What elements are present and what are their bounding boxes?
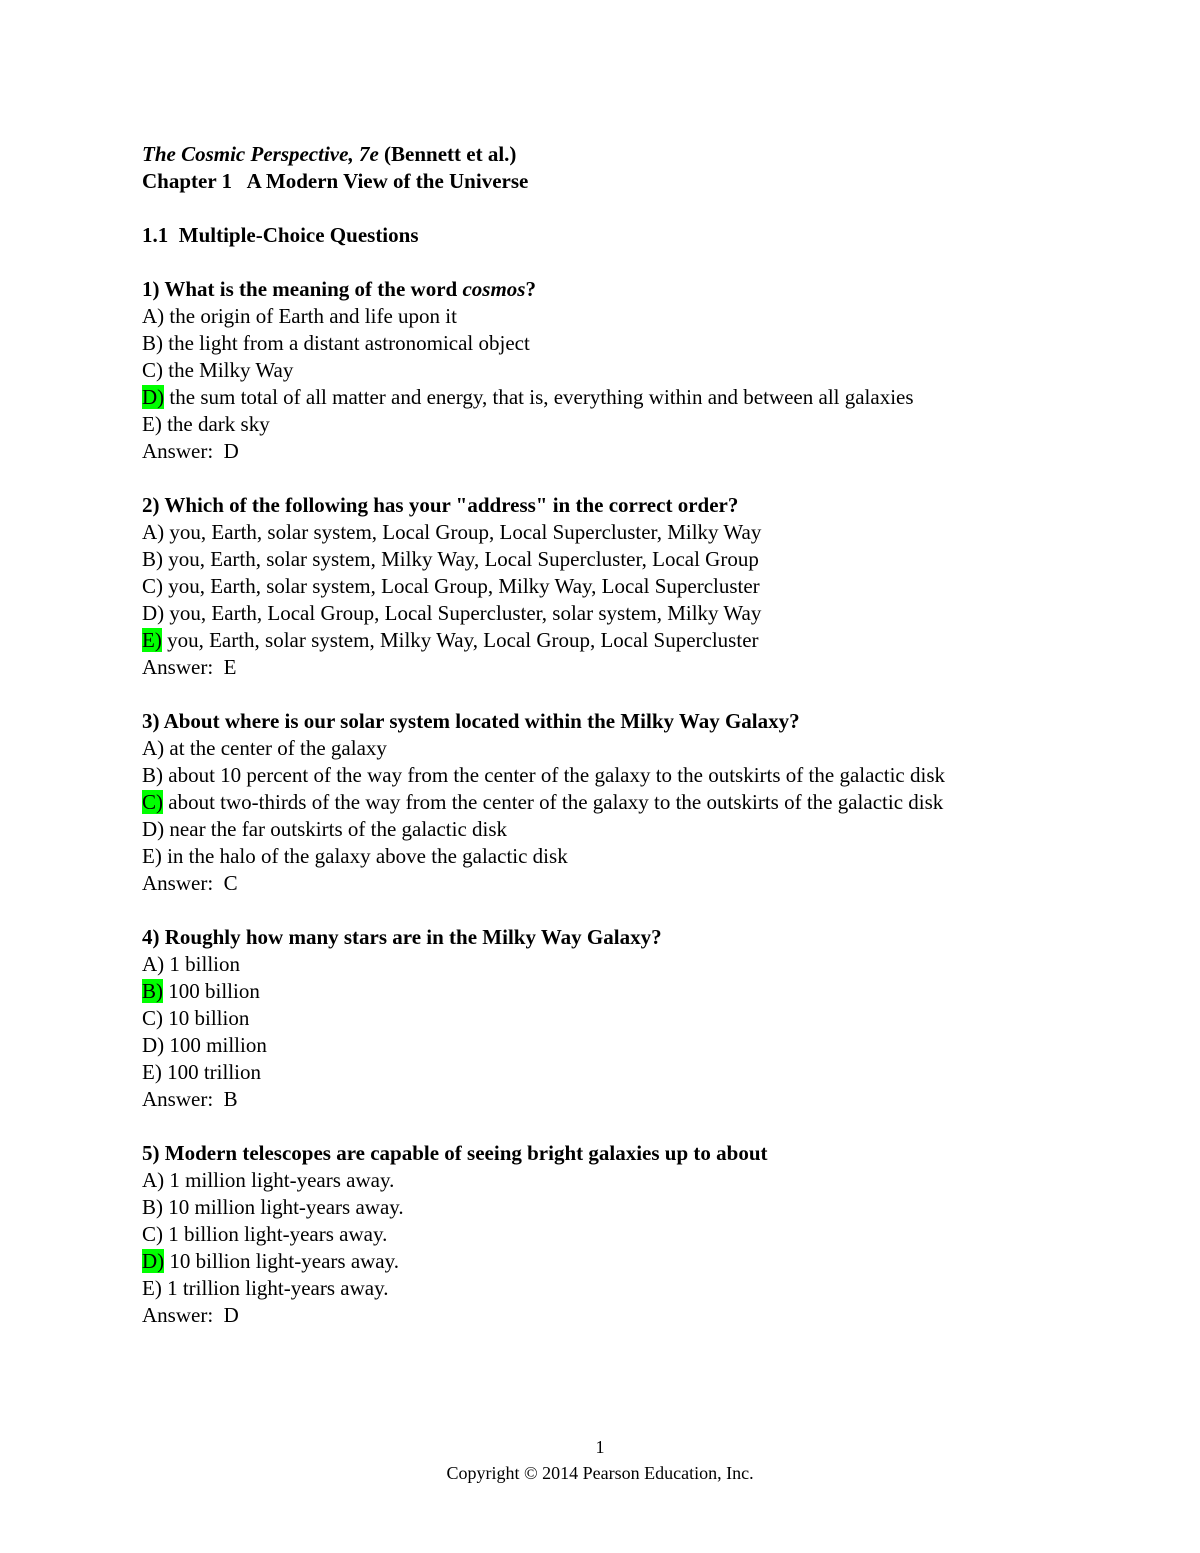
option-text: you, Earth, solar system, Milky Way, Local Supercluster, Local Group xyxy=(163,547,759,571)
option-text: about two-thirds of the way from the center of the galaxy to the outskirts of the galactic disk xyxy=(163,790,944,814)
option-text: about 10 percent of the way from the center of the galaxy to the outskirts of the galactic disk xyxy=(163,763,945,787)
option-letter: A) xyxy=(142,1168,165,1192)
question-text: About where is our solar system located within the Milky Way Galaxy? xyxy=(159,709,800,733)
spacer xyxy=(142,195,1092,222)
option-letter: A) xyxy=(142,304,165,328)
option-text: in the halo of the galaxy above the galactic disk xyxy=(161,844,568,868)
spacer xyxy=(142,465,1092,492)
correct-option-letter: B) xyxy=(142,979,163,1003)
option-letter: C) xyxy=(142,1006,163,1030)
question-number: 4) xyxy=(142,925,160,949)
option-letter: D) xyxy=(142,817,165,841)
answer-option xyxy=(142,762,1092,789)
answer-option xyxy=(142,627,1092,654)
option-letter: B) xyxy=(142,331,163,355)
option-text: 1 trillion light-years away. xyxy=(161,1276,389,1300)
option-letter: B) xyxy=(142,547,163,571)
option-text: you, Earth, Local Group, Local Supercluster, solar system, Milky Way xyxy=(164,601,762,625)
question-block xyxy=(142,276,1092,492)
answer-key: Answer: E xyxy=(142,655,237,679)
answer-option xyxy=(142,573,1092,600)
answer-option xyxy=(142,978,1092,1005)
spacer xyxy=(142,681,1092,708)
option-text: you, Earth, solar system, Local Group, Milky Way, Local Supercluster xyxy=(163,574,760,598)
answer-key: Answer: D xyxy=(142,439,239,463)
answer-key: Answer: B xyxy=(142,1087,238,1111)
option-text: 10 billion light-years away. xyxy=(164,1249,400,1273)
option-text: 100 billion xyxy=(163,979,260,1003)
answer-option xyxy=(142,735,1092,762)
question-number: 1) xyxy=(142,277,160,301)
option-text: 10 million light-years away. xyxy=(163,1195,404,1219)
book-authors: (Bennett et al.) xyxy=(378,142,517,166)
question-block xyxy=(142,708,1092,924)
answer-option xyxy=(142,357,1092,384)
answer-option xyxy=(142,384,1092,411)
book-title: The Cosmic Perspective, 7e xyxy=(142,142,379,166)
chapter-title: Chapter 1 A Modern View of the Universe xyxy=(142,169,529,193)
option-text: near the far outskirts of the galactic disk xyxy=(164,817,508,841)
option-letter: B) xyxy=(142,1195,163,1219)
question-number: 5) xyxy=(142,1141,160,1165)
answer-option xyxy=(142,1275,1092,1302)
answer-option xyxy=(142,843,1092,870)
option-letter: A) xyxy=(142,736,165,760)
option-letter: D) xyxy=(142,601,165,625)
question-text: Roughly how many stars are in the Milky Way Galaxy? xyxy=(159,925,662,949)
question-number: 3) xyxy=(142,709,160,733)
correct-option-letter: D) xyxy=(142,385,165,409)
question-block xyxy=(142,924,1092,1140)
answer-option xyxy=(142,951,1092,978)
spacer xyxy=(142,249,1092,276)
correct-option-letter: C) xyxy=(142,790,163,814)
section-title: 1.1 Multiple-Choice Questions xyxy=(142,223,419,247)
question-block xyxy=(142,492,1092,708)
option-text: 1 billion light-years away. xyxy=(163,1222,388,1246)
book-header xyxy=(142,141,1092,168)
option-letter: E) xyxy=(142,1060,162,1084)
option-text: 1 billion xyxy=(164,952,241,976)
spacer xyxy=(142,1113,1092,1140)
question-text: What is the meaning of the word xyxy=(159,277,463,301)
question-text: Which of the following has your "address" in the correct order? xyxy=(159,493,739,517)
answer-option xyxy=(142,1005,1092,1032)
option-text: the light from a distant astronomical object xyxy=(163,331,530,355)
question-text-italic: cosmos xyxy=(462,277,526,301)
page-number: 1 xyxy=(595,1437,605,1457)
answer-key: Answer: D xyxy=(142,1303,239,1327)
option-letter: B) xyxy=(142,763,163,787)
question-stem xyxy=(142,924,1092,951)
answer-option xyxy=(142,1194,1092,1221)
option-letter: E) xyxy=(142,412,162,436)
option-letter: D) xyxy=(142,1033,165,1057)
copyright-notice: Copyright © 2014 Pearson Education, Inc. xyxy=(446,1463,754,1483)
option-letter: A) xyxy=(142,520,165,544)
answer-option xyxy=(142,519,1092,546)
option-text: you, Earth, solar system, Milky Way, Local Group, Local Supercluster xyxy=(161,628,759,652)
option-text: you, Earth, solar system, Local Group, Local Supercluster, Milky Way xyxy=(164,520,762,544)
spacer xyxy=(142,897,1092,924)
option-text: 10 billion xyxy=(163,1006,250,1030)
option-letter: C) xyxy=(142,358,163,382)
answer-option xyxy=(142,1248,1092,1275)
answer-option xyxy=(142,1059,1092,1086)
answer-option xyxy=(142,600,1092,627)
correct-option-letter: D) xyxy=(142,1249,165,1273)
correct-option-letter: E) xyxy=(142,628,162,652)
document-page xyxy=(142,141,1092,1329)
question-list xyxy=(142,276,1092,1329)
question-stem xyxy=(142,492,1092,519)
answer-option xyxy=(142,1221,1092,1248)
option-text: the sum total of all matter and energy, that is, everything within and between all galaxies xyxy=(164,385,914,409)
question-block xyxy=(142,1140,1092,1329)
question-stem xyxy=(142,708,1092,735)
answer-option xyxy=(142,330,1092,357)
option-text: the Milky Way xyxy=(163,358,294,382)
question-stem xyxy=(142,1140,1092,1167)
option-letter: E) xyxy=(142,844,162,868)
answer-option xyxy=(142,1032,1092,1059)
option-text: at the center of the galaxy xyxy=(164,736,387,760)
answer-option xyxy=(142,789,1092,816)
question-stem xyxy=(142,276,1092,303)
answer-option xyxy=(142,816,1092,843)
answer-option xyxy=(142,411,1092,438)
option-text: the origin of Earth and life upon it xyxy=(164,304,457,328)
answer-option xyxy=(142,1167,1092,1194)
answer-option xyxy=(142,303,1092,330)
option-text: 100 trillion xyxy=(161,1060,261,1084)
option-letter: C) xyxy=(142,574,163,598)
option-text: 1 million light-years away. xyxy=(164,1168,395,1192)
answer-key: Answer: C xyxy=(142,871,238,895)
question-number: 2) xyxy=(142,493,160,517)
option-letter: E) xyxy=(142,1276,162,1300)
option-text: the dark sky xyxy=(161,412,270,436)
question-text-end: ? xyxy=(525,277,536,301)
option-letter: C) xyxy=(142,1222,163,1246)
question-text: Modern telescopes are capable of seeing bright galaxies up to about xyxy=(159,1141,768,1165)
answer-option xyxy=(142,546,1092,573)
option-text: 100 million xyxy=(164,1033,267,1057)
option-letter: A) xyxy=(142,952,165,976)
